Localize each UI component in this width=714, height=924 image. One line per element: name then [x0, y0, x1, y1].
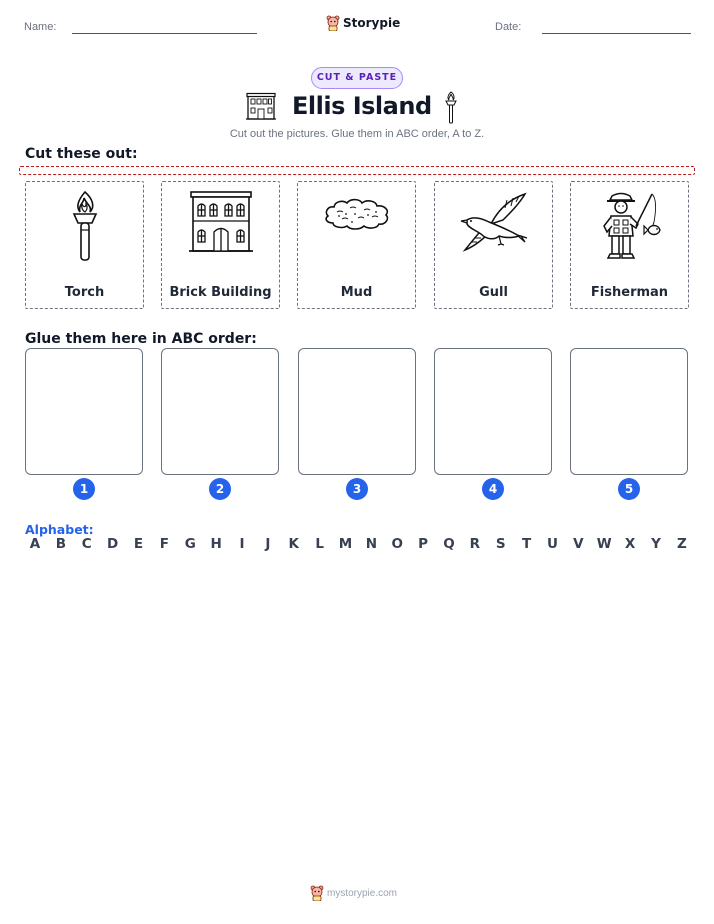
alphabet-letter: O	[391, 536, 403, 552]
cut-card-torch[interactable]	[25, 181, 144, 309]
glue-box-2[interactable]	[161, 348, 279, 475]
alphabet-letter: K	[288, 536, 299, 552]
order-number-badge: 1	[73, 478, 95, 500]
title-row	[0, 90, 714, 126]
storypie-mascot-icon	[326, 15, 340, 31]
alphabet-letter: M	[338, 536, 353, 552]
alphabet-letter: T	[522, 536, 532, 552]
footer-url[interactable]: mystorypie.com	[327, 887, 398, 899]
alphabet-row	[25, 536, 692, 552]
footer	[310, 885, 397, 901]
alphabet-letter: N	[365, 536, 378, 552]
brick-building-icon	[188, 190, 254, 254]
gull-icon	[459, 190, 529, 258]
cut-section-heading: Cut these out:	[25, 146, 138, 162]
order-number-badge: 5	[618, 478, 640, 500]
cut-card-fisherman[interactable]	[570, 181, 689, 309]
alphabet-letter: S	[495, 536, 506, 552]
brand-name: Storypie	[343, 16, 401, 30]
alphabet-letter: Y	[651, 536, 661, 552]
card-label: Brick Building	[169, 285, 272, 300]
alphabet-letter: B	[55, 536, 67, 552]
date-line	[542, 33, 691, 34]
order-number-badge: 2	[209, 478, 231, 500]
alphabet-letter: Z	[676, 536, 687, 552]
card-label: Fisherman	[590, 285, 669, 300]
alphabet-letter: U	[547, 536, 558, 552]
glue-box-1[interactable]	[25, 348, 143, 475]
alphabet-letter: I	[239, 536, 245, 552]
alphabet-letter: X	[624, 536, 636, 552]
torch-icon	[65, 190, 105, 266]
order-number-badge: 3	[346, 478, 368, 500]
alphabet-letter: Q	[443, 536, 455, 552]
alphabet-letter: H	[210, 536, 222, 552]
cut-card-mud[interactable]	[297, 181, 416, 309]
alphabet-label: Alphabet:	[25, 522, 94, 537]
cut-card-brick-building[interactable]	[161, 181, 280, 309]
alphabet-letter: V	[573, 536, 584, 552]
alphabet-letter: G	[184, 536, 196, 552]
alphabet-letter: R	[469, 536, 481, 552]
cut-card-gull[interactable]	[434, 181, 553, 309]
alphabet-letter: E	[133, 536, 144, 552]
card-label: Torch	[64, 285, 105, 300]
fisherman-icon	[598, 190, 662, 260]
storypie-mascot-icon	[310, 885, 324, 901]
instructions: Cut out the pictures. Glue them in ABC order, A to Z.	[229, 128, 485, 140]
alphabet-letter: L	[315, 536, 324, 552]
card-label: Gull	[479, 285, 508, 300]
alphabet-letter: J	[265, 536, 271, 552]
alphabet-letter: A	[29, 536, 41, 552]
name-line	[72, 33, 257, 34]
glue-section-heading: Glue them here in ABC order:	[25, 331, 257, 347]
alphabet-letter: F	[159, 536, 169, 552]
name-label: Name:	[24, 21, 57, 33]
alphabet-letter: C	[81, 536, 92, 552]
card-label: Mud	[340, 285, 373, 300]
building-icon	[246, 92, 276, 120]
worksheet-header	[0, 14, 714, 42]
glue-box-4[interactable]	[434, 348, 552, 475]
glue-box-3[interactable]	[298, 348, 416, 475]
mud-icon	[322, 194, 392, 234]
cut-paste-badge: CUT & PASTE	[311, 67, 403, 89]
worksheet-title: Ellis Island	[292, 92, 432, 120]
alphabet-letter: W	[596, 536, 612, 552]
date-label: Date:	[495, 21, 522, 33]
torch-icon	[443, 91, 459, 125]
cut-dashed-line	[19, 166, 695, 175]
glue-box-5[interactable]	[570, 348, 688, 475]
alphabet-letter: D	[107, 536, 119, 552]
order-number-badge: 4	[482, 478, 504, 500]
brand-logo	[326, 14, 400, 32]
alphabet-letter: P	[418, 536, 429, 552]
